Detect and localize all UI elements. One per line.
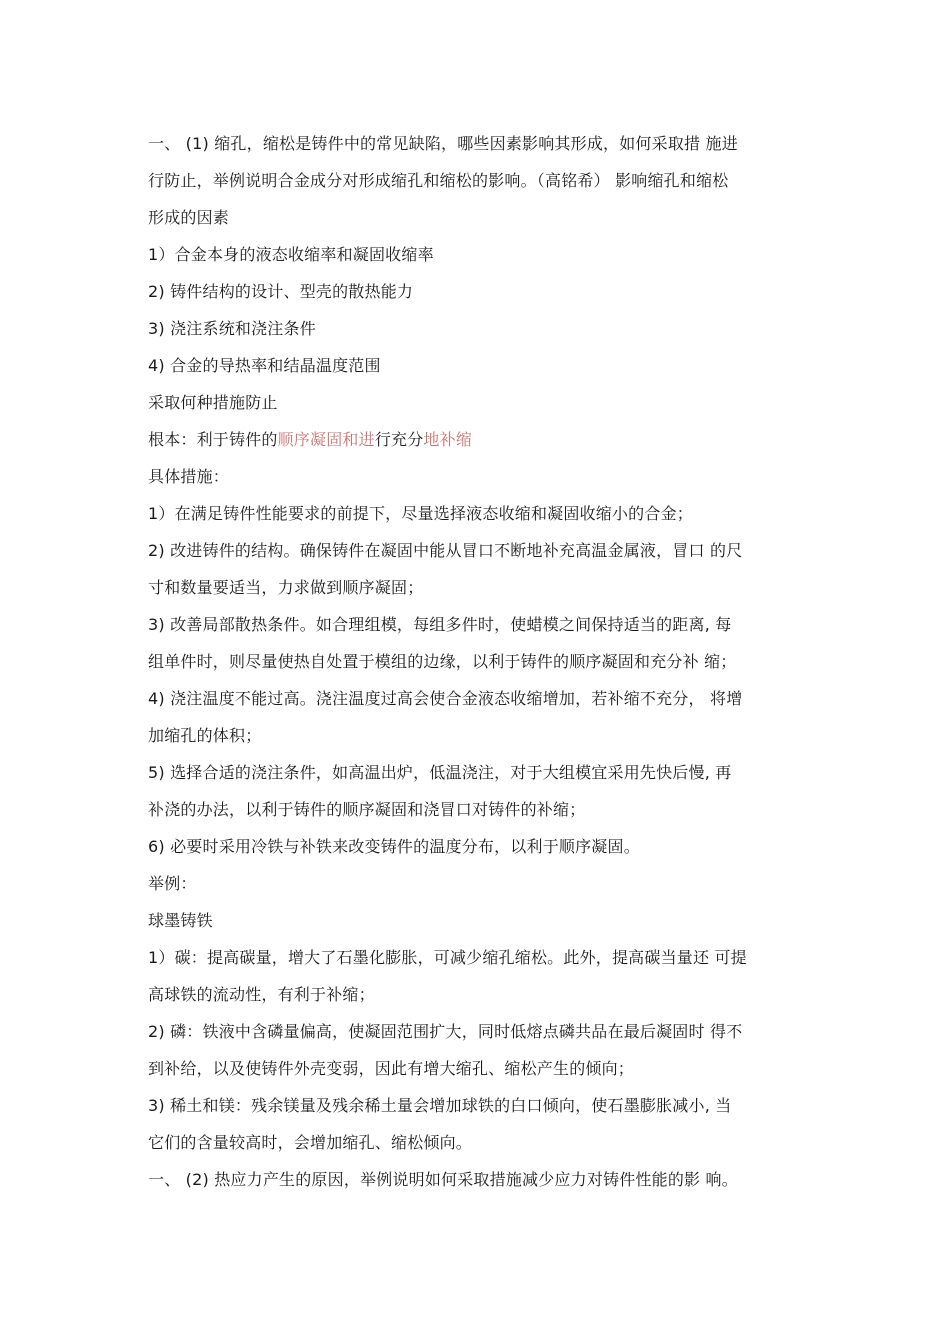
text-line: 4) 浇注温度不能过高。浇注温度过高会使合金液态收缩增加，若补缩不充分， 将增 — [148, 689, 743, 708]
text-line: 3) 稀土和镁：残余镁量及残余稀土量会增加球铁的白口倾向，使石墨膨胀减小, 当 — [148, 1096, 732, 1115]
text-line: 6) 必要时采用冷铁与补铁来改变铸件的温度分布，以利于顺序凝固。 — [148, 837, 640, 856]
text-line: 一、 (2) 热应力产生的原因，举例说明如何采取措施减少应力对铸件性能的影 响。 — [148, 1170, 738, 1189]
highlighted-text: 顺序凝固和进 — [277, 430, 375, 449]
text-line: 加缩孔的体积； — [148, 726, 262, 745]
text-line: 寸和数量要适当，力求做到顺序凝固； — [148, 578, 424, 597]
text-line: 2) 改进铸件的结构。确保铸件在凝固中能从冒口不断地补充高温金属液，冒口 的尺 — [148, 541, 743, 560]
text-line-highlighted — [148, 430, 472, 450]
text-segment: 行充分 — [374, 430, 424, 449]
text-segment: 根本：利于铸件的 — [148, 430, 278, 449]
text-line: 2) 铸件结构的设计、型壳的散热能力 — [148, 282, 414, 301]
text-line: 2) 磷：铁液中含磷量偏高，使凝固范围扩大，同时低熔点磷共品在最后凝固时 得不 — [148, 1022, 743, 1041]
text-line: 具体措施： — [148, 467, 230, 486]
text-line: 高球铁的流动性，有利于补缩； — [148, 985, 375, 1004]
text-line: 3) 改善局部散热条件。如合理组模，每组多件时，使蜡模之间保持适当的距离, 每 — [148, 615, 732, 634]
text-line: 组单件时，则尽量使热自处置于模组的边缘，以利于铸件的顺序凝固和充分补 缩； — [148, 652, 737, 671]
text-line: 补浇的办法，以利于铸件的顺序凝固和浇冒口对铸件的补缩； — [148, 800, 586, 819]
text-line: 1）合金本身的液态收缩率和凝固收缩率 — [148, 245, 434, 264]
text-line: 一、 (1) 缩孔，缩松是铸件中的常见缺陷，哪些因素影响其形成，如何采取措 施进 — [148, 134, 738, 153]
text-line: 形成的因素 — [148, 208, 230, 227]
text-line: 采取何种措施防止 — [148, 393, 278, 412]
highlighted-text: 地补缩 — [423, 430, 473, 449]
text-line: 球墨铸铁 — [148, 911, 213, 930]
text-line: 1）碳：提高碳量，增大了石墨化膨胀，可减少缩孔缩松。此外，提高碳当量还 可提 — [148, 948, 747, 967]
text-line: 它们的含量较高时，会增加缩孔、缩松倾向。 — [148, 1133, 473, 1152]
text-line: 行防止，举例说明合金成分对形成缩孔和缩松的影响。（高铭希） 影响缩孔和缩松 — [148, 171, 729, 190]
text-line: 1）在满足铸件性能要求的前提下，尽量选择液态收缩和凝固收缩小的合金； — [148, 504, 693, 523]
text-line: 到补给，以及使铸件外壳变弱，因此有增大缩孔、缩松产生的倾向； — [148, 1059, 635, 1078]
text-line: 5) 选择合适的浇注条件，如高温出炉，低温浇注，对于大组模宜采用先快后慢, 再 — [148, 763, 732, 782]
text-line: 举例： — [148, 874, 197, 893]
text-line: 3) 浇注系统和浇注条件 — [148, 319, 316, 338]
text-line: 4) 合金的导热率和结晶温度范围 — [148, 356, 381, 375]
